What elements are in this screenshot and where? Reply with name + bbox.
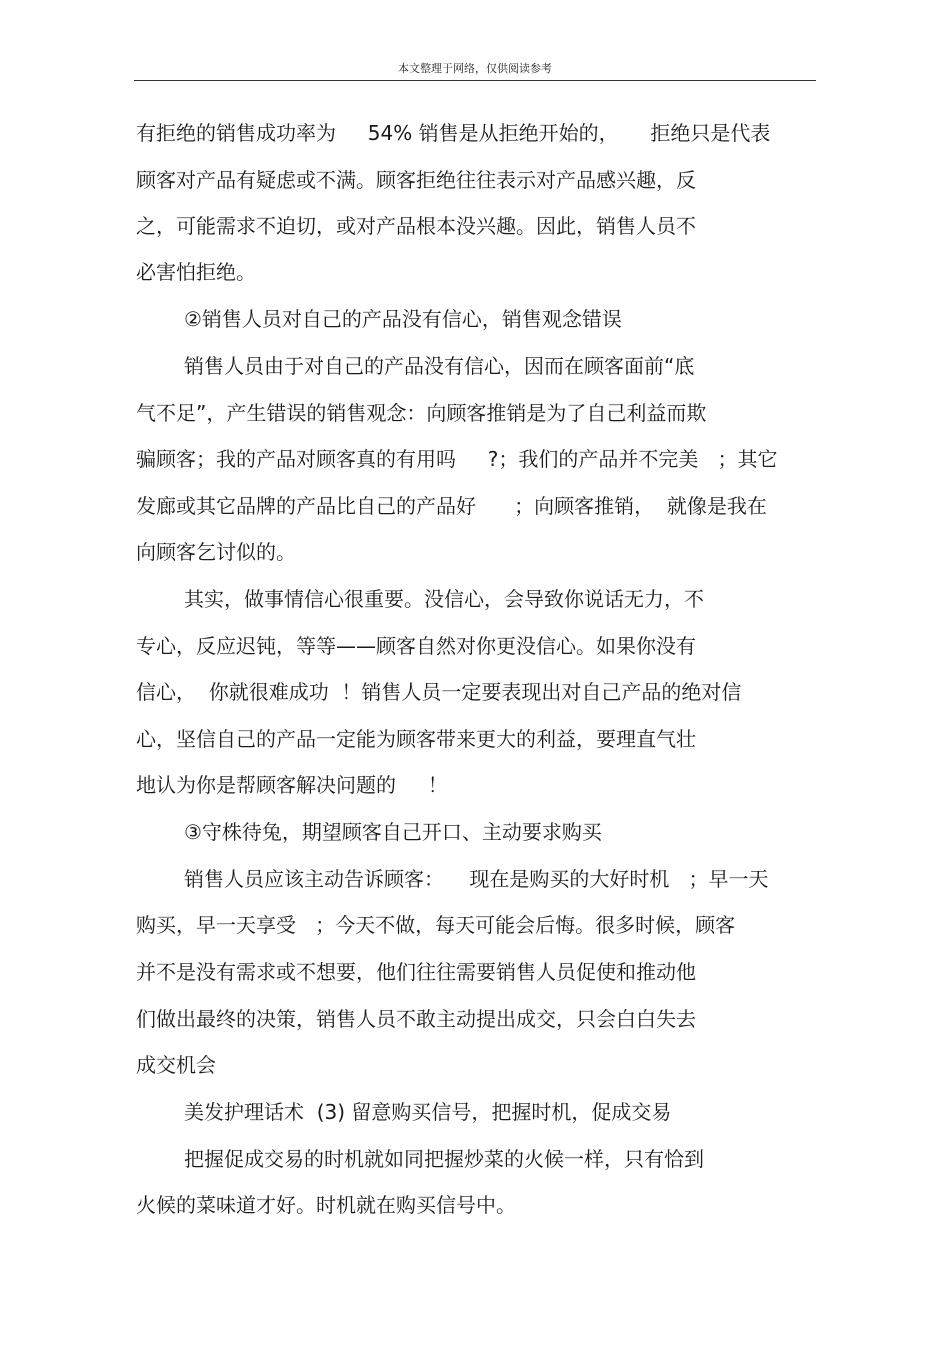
body-line: 向顾客乞讨似的。	[136, 540, 296, 564]
body-line: 之，可能需求不迫切，或对产品根本没兴趣。因此，销售人员不	[136, 214, 696, 238]
body-line: 们做出最终的决策，销售人员不敢主动提出成交，只会白白失去	[136, 1007, 696, 1031]
body-line: 火候的菜味道才好。时机就在购买信号中。	[136, 1193, 516, 1217]
body-line: 心，坚信自己的产品一定能为顾客带来更大的利益，要理直气壮	[136, 727, 696, 751]
body-line: 必害怕拒绝。	[136, 260, 256, 284]
body-line: 其实，做事情信心很重要。没信心，会导致你说话无力，不	[184, 587, 704, 611]
body-line: 购买，早一天享受 ；今天不做，每天可能会后悔。很多时候，顾客	[136, 913, 736, 937]
body-line: 专心，反应迟钝，等等——顾客自然对你更没信心。如果你没有	[136, 634, 696, 658]
page-header-note: 本文整理于网络，仅供阅读参考	[398, 62, 552, 75]
section-heading: ③守株待兔，期望顾客自己开口、主动要求购买	[184, 820, 602, 844]
body-line: 有拒绝的销售成功率为 54% 销售是从拒绝开始的， 拒绝只是代表	[136, 121, 771, 145]
body-line: 销售人员应该主动告诉顾客： 现在是购买的大好时机 ；早一天	[184, 867, 769, 891]
body-line: 骗顾客；我的产品对顾客真的有用吗 ?；我们的产品并不完美 ；其它	[136, 447, 778, 471]
body-line: 成交机会	[136, 1053, 216, 1077]
body-line: 地认为你是帮顾客解决问题的 ！	[136, 773, 448, 797]
body-line: 信心， 你就很难成功 ！销售人员一定要表现出对自己产品的绝对信	[136, 680, 742, 704]
body-line: 顾客对产品有疑虑或不满。顾客拒绝往往表示对产品感兴趣，反	[136, 168, 696, 192]
header-divider	[134, 80, 816, 81]
section-heading: 美发护理话术 (3) 留意购买信号，把握时机，促成交易	[184, 1100, 672, 1124]
body-line: 并不是没有需求或不想要，他们往往需要销售人员促使和推动他	[136, 960, 696, 984]
body-line: 发廊或其它品牌的产品比自己的产品好 ；向顾客推销， 就像是我在	[136, 494, 767, 518]
section-heading: ②销售人员对自己的产品没有信心，销售观念错误	[184, 307, 622, 331]
body-line: 气不足”，产生错误的销售观念：向顾客推销是为了自己利益而欺	[136, 401, 707, 425]
body-line: 把握促成交易的时机就如同把握炒菜的火候一样，只有恰到	[184, 1147, 704, 1171]
body-line: 销售人员由于对自己的产品没有信心，因而在顾客面前“底	[184, 354, 695, 378]
